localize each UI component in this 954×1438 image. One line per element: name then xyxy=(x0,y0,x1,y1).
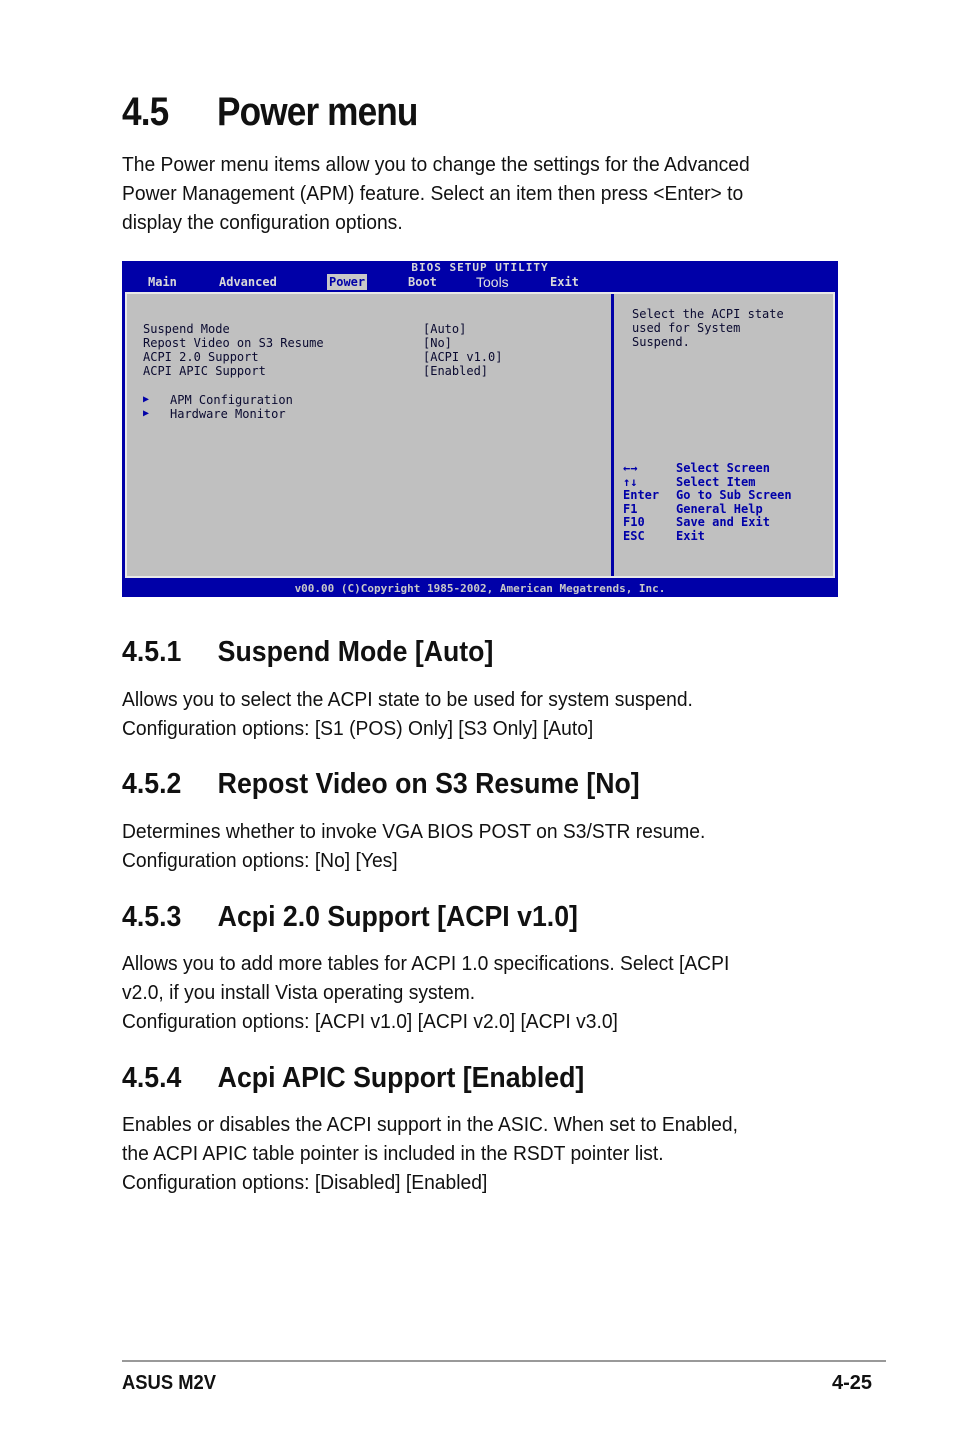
bios-menu-advanced[interactable]: Advanced xyxy=(219,275,277,289)
intro-line: display the configuration options. xyxy=(122,211,403,234)
bios-value-repost-video[interactable]: [No] xyxy=(423,336,452,350)
bios-item-acpi-support[interactable]: ACPI 2.0 Support xyxy=(143,350,259,364)
bios-key-desc: Select Screen xyxy=(676,461,770,475)
section-number: 4.5.2 xyxy=(122,768,182,800)
bios-item-acpi-apic[interactable]: ACPI APIC Support xyxy=(143,364,266,378)
bios-copyright: v00.00 (C)Copyright 1985-2002, American Megatrends, Inc. xyxy=(294,582,666,595)
bios-key-desc: Go to Sub Screen xyxy=(676,488,792,502)
body-line: Configuration options: [S1 (POS) Only] [S3 Only] [Auto] xyxy=(122,717,594,740)
intro-paragraph xyxy=(122,150,799,237)
bios-key: F1 xyxy=(623,501,638,516)
bios-item-repost-video[interactable]: Repost Video on S3 Resume xyxy=(143,336,324,350)
section-heading xyxy=(122,768,640,801)
body-line: Configuration options: [No] [Yes] xyxy=(122,849,398,872)
section-title: Acpi APIC Support [Enabled] xyxy=(217,1062,585,1094)
section-body xyxy=(122,1110,799,1197)
section-body xyxy=(122,817,799,875)
section-number: 4.5 xyxy=(122,90,169,134)
footer-product-name: ASUS M2V xyxy=(122,1372,217,1394)
bios-value-suspend-mode[interactable]: [Auto] xyxy=(423,322,467,336)
section-heading xyxy=(122,901,578,934)
section-title: Repost Video on S3 Resume [No] xyxy=(217,768,640,800)
section-heading xyxy=(122,1062,584,1095)
section-heading xyxy=(122,636,493,669)
bios-submenu-apm[interactable]: APM Configuration xyxy=(170,393,293,407)
bios-item-suspend-mode[interactable]: Suspend Mode xyxy=(143,322,230,336)
bios-key-desc: Save and Exit xyxy=(676,515,770,529)
bios-utility-title: BIOS SETUP UTILITY xyxy=(411,261,549,274)
section-title: Power menu xyxy=(217,90,418,134)
bios-key-desc: General Help xyxy=(676,501,763,516)
footer-divider xyxy=(122,1360,886,1362)
bios-menu-tools[interactable]: Tools xyxy=(476,274,509,290)
section-title: Acpi 2.0 Support [ACPI v1.0] xyxy=(217,901,578,933)
bios-menu-power[interactable]: Power xyxy=(329,275,366,289)
bios-menu-boot[interactable]: Boot xyxy=(408,275,437,289)
body-line: the ACPI APIC table pointer is included in the RSDT pointer list. xyxy=(122,1142,664,1165)
bios-panel-divider xyxy=(611,294,614,576)
body-line: v2.0, if you install Vista operating system. xyxy=(122,981,476,1004)
body-line: Configuration options: [ACPI v1.0] [ACPI v2.0] [ACPI v3.0] xyxy=(122,1010,618,1033)
bios-key-desc: Select Item xyxy=(676,474,756,489)
bios-menu-main[interactable]: Main xyxy=(148,275,177,289)
intro-line: The Power menu items allow you to change the settings for the Advanced xyxy=(122,153,750,176)
bios-menu-bar xyxy=(122,274,838,290)
bios-submenu-hardware-monitor[interactable]: Hardware Monitor xyxy=(170,407,286,421)
page-title xyxy=(122,90,418,135)
bios-key: ←→ xyxy=(623,461,638,475)
bios-key-desc: Exit xyxy=(676,528,705,543)
section-body xyxy=(122,949,799,1036)
body-line: Allows you to select the ACPI state to be used for system suspend. xyxy=(122,688,693,711)
bios-key: Enter xyxy=(623,488,660,502)
section-number: 4.5.3 xyxy=(122,901,182,933)
bios-key: F10 xyxy=(623,515,645,529)
footer-page-number: 4-25 xyxy=(831,1372,872,1394)
submenu-arrow-icon: ▶ xyxy=(143,394,150,405)
section-title: Suspend Mode [Auto] xyxy=(217,636,494,668)
bios-help-text: Suspend. xyxy=(632,335,690,349)
bios-value-acpi-apic[interactable]: [Enabled] xyxy=(423,364,489,378)
body-line: Configuration options: [Disabled] [Enabled] xyxy=(122,1171,488,1194)
bios-help-text: Select the ACPI state xyxy=(632,307,784,321)
bios-panel xyxy=(125,292,835,578)
section-body xyxy=(122,685,799,743)
section-number: 4.5.4 xyxy=(122,1062,182,1094)
bios-value-acpi-support[interactable]: [ACPI v1.0] xyxy=(423,350,503,364)
intro-line: Power Management (APM) feature. Select an item then press <Enter> to xyxy=(122,182,744,205)
body-line: Determines whether to invoke VGA BIOS POST on S3/STR resume. xyxy=(122,820,706,843)
bios-key: ↑↓ xyxy=(623,474,638,489)
section-number: 4.5.1 xyxy=(122,636,182,668)
bios-help-text: used for System xyxy=(632,321,741,335)
body-line: Enables or disables the ACPI support in the ASIC. When set to Enabled, xyxy=(122,1113,738,1136)
submenu-arrow-icon: ▶ xyxy=(143,408,150,419)
bios-key: ESC xyxy=(623,528,645,543)
bios-menu-exit[interactable]: Exit xyxy=(550,275,579,289)
body-line: Allows you to add more tables for ACPI 1.0 specifications. Select [ACPI xyxy=(122,952,730,975)
bios-screenshot xyxy=(122,261,838,597)
